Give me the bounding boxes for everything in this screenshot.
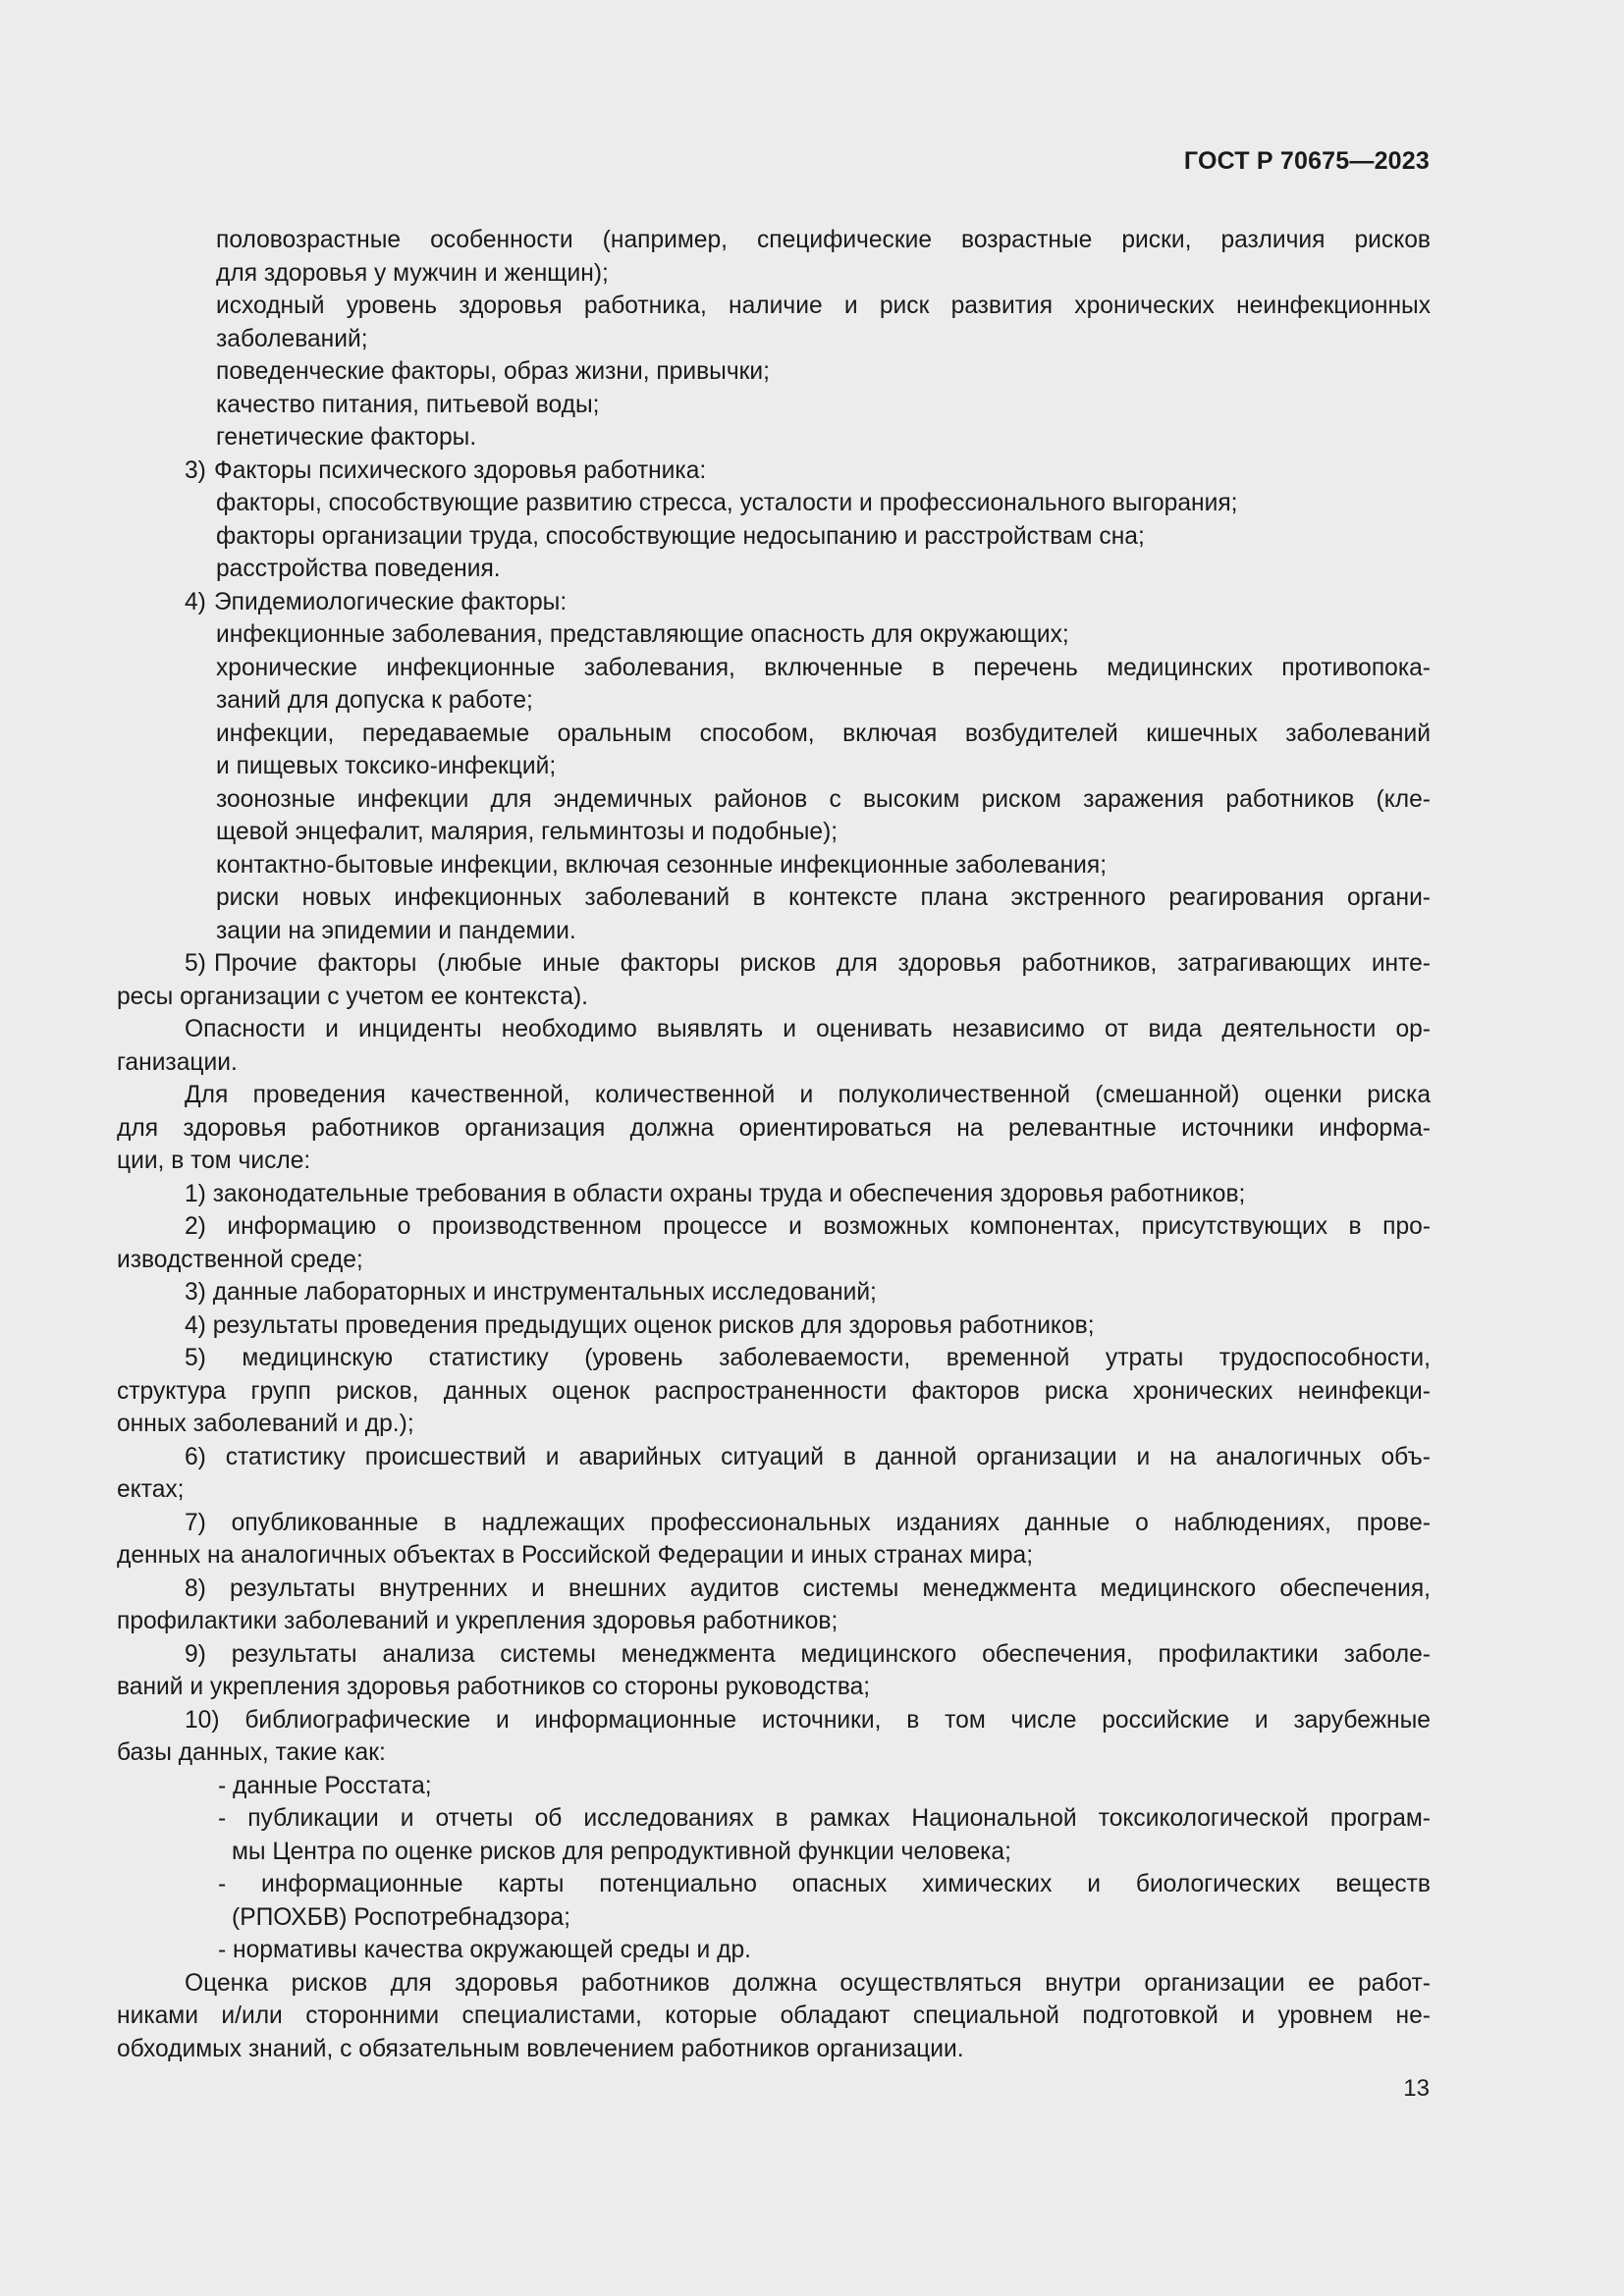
text-line xyxy=(117,1244,1431,1277)
text-line xyxy=(117,1770,1431,1803)
text-line xyxy=(117,1507,1431,1540)
line-text: заболеваний; xyxy=(216,325,368,352)
line-text: инфекционные заболевания, представляющие опасность для окружающих; xyxy=(216,621,1069,648)
line-text: зоонозные инфекции для эндемичных районов с высоким риском заражения работников (кле- xyxy=(216,785,1431,813)
line-text: денных на аналогичных объектах в Российской Федерации и иных странах мира; xyxy=(117,1542,1034,1569)
text-line xyxy=(117,1638,1431,1672)
text-line xyxy=(117,1967,1431,2001)
line-text: расстройства поведения. xyxy=(216,556,501,582)
text-line xyxy=(117,881,1431,915)
text-line xyxy=(117,2033,1431,2066)
line-text: качество питания, питьевой воды; xyxy=(216,391,600,418)
document-body xyxy=(117,224,1431,2065)
text-line xyxy=(117,553,1431,586)
text-line xyxy=(117,1736,1431,1770)
text-line xyxy=(117,1473,1431,1507)
line-text: обходимых знаний, с обязательным вовлечением работников организации. xyxy=(117,2035,964,2062)
line-text: 7) опубликованные в надлежащих профессиональных изданиях данные о наблюдениях, прове- xyxy=(185,1509,1431,1536)
text-line xyxy=(117,915,1431,948)
line-text: 10) библиографические и информационные источники, в том числе российские и зарубежные xyxy=(185,1706,1431,1734)
line-text: половозрастные особенности (например, специфические возрастные риски, различия рисков xyxy=(216,227,1431,253)
text-line xyxy=(117,1046,1431,1080)
line-text: мы Центра по оценке рисков для репродуктивной функции человека; xyxy=(232,1838,1011,1865)
line-text: Факторы психического здоровья работника: xyxy=(214,456,707,484)
text-line xyxy=(117,1441,1431,1474)
line-text: 6) статистику происшествий и аварийных ситуаций в данной организации и на аналогичных объ- xyxy=(185,1443,1431,1470)
line-text: 9) результаты анализа системы менеджмента медицинского обеспечения, профилактики заболе- xyxy=(185,1640,1431,1668)
line-text: исходный уровень здоровья работника, наличие и риск развития хронических неинфекционных xyxy=(216,293,1431,319)
text-line xyxy=(117,1178,1431,1211)
line-text: для здоровья работников организация должна ориентироваться на релевантные источники информа- xyxy=(117,1114,1431,1142)
line-text: Прочие факторы (любые иные факторы рисков для здоровья работников, затрагивающих инте- xyxy=(214,950,1431,977)
line-text: 1) законодательные требования в области охраны труда и обеспечения здоровья работников; xyxy=(185,1180,1246,1207)
line-text: профилактики заболеваний и укрепления здоровья работников; xyxy=(117,1608,839,1634)
text-line xyxy=(117,1573,1431,1606)
line-text: поведенческие факторы, образ жизни, привычки; xyxy=(216,358,770,385)
text-line xyxy=(117,1836,1431,1869)
line-text: 4) результаты проведения предыдущих оценок рисков для здоровья работников; xyxy=(185,1311,1095,1339)
line-text: изводственной среде; xyxy=(117,1246,363,1273)
line-text: 5) медицинскую статистику (уровень заболеваемости, временной утраты трудоспособности, xyxy=(185,1345,1431,1371)
text-line xyxy=(117,1342,1431,1375)
document-code: ГОСТ Р 70675—2023 xyxy=(1183,147,1430,175)
page-number: 13 xyxy=(1403,2075,1430,2102)
line-text: - информационные карты потенциально опасных химических и биологических веществ xyxy=(218,1871,1431,1897)
text-line xyxy=(117,618,1431,652)
line-text: никами и/или сторонними специалистами, которые обладают специальной подготовкой и уровнем не- xyxy=(117,2002,1431,2029)
line-text: зации на эпидемии и пандемии. xyxy=(216,917,576,944)
line-text: хронические инфекционные заболевания, включенные в перечень медицинских противопока- xyxy=(216,654,1431,681)
list-number: 4) xyxy=(185,588,206,615)
line-text: базы данных, такие как: xyxy=(117,1739,386,1766)
text-line xyxy=(117,1079,1431,1112)
line-text: генетические факторы. xyxy=(216,424,477,451)
line-text: 2) информацию о производственном процессе и возможных компонентах, присутствующих в про- xyxy=(185,1213,1431,1240)
text-line xyxy=(117,1145,1431,1178)
line-text: ции, в том числе: xyxy=(117,1148,311,1174)
text-line xyxy=(117,1309,1431,1343)
line-text: - данные Росстата; xyxy=(218,1772,432,1799)
line-text: - публикации и отчеты об исследованиях в рамках Национальной токсикологической програм- xyxy=(218,1805,1431,1832)
text-line xyxy=(117,355,1431,389)
line-text: Для проведения качественной, количественной и полуколичественной (смешанной) оценки риска xyxy=(185,1082,1431,1108)
text-line xyxy=(117,454,1431,488)
text-line xyxy=(117,750,1431,783)
line-text: 3) данные лабораторных и инструментальных исследований; xyxy=(185,1279,877,1306)
text-line xyxy=(117,389,1431,422)
text-line xyxy=(117,1671,1431,1704)
list-number: 3) xyxy=(185,456,206,484)
line-text: (РПОХБВ) Роспотребнадзора; xyxy=(232,1903,570,1931)
text-line xyxy=(117,1934,1431,1967)
text-line xyxy=(117,1704,1431,1737)
text-line xyxy=(117,783,1431,817)
line-text: - нормативы качества окружающей среды и др. xyxy=(218,1937,751,1963)
text-line xyxy=(117,849,1431,882)
text-line xyxy=(117,947,1431,981)
line-text: факторы, способствующие развитию стресса, усталости и профессионального выгорания; xyxy=(216,490,1238,516)
text-line xyxy=(117,1901,1431,1935)
text-line xyxy=(117,1539,1431,1573)
text-line xyxy=(117,1013,1431,1046)
line-text: ганизации. xyxy=(117,1048,238,1076)
text-line xyxy=(117,652,1431,685)
line-text: заний для допуска к работе; xyxy=(216,687,533,714)
text-line xyxy=(117,684,1431,718)
text-line xyxy=(117,290,1431,323)
line-text: щевой энцефалит, малярия, гельминтозы и подобные); xyxy=(216,819,839,845)
text-line xyxy=(117,981,1431,1014)
text-line xyxy=(117,224,1431,257)
text-line xyxy=(117,1276,1431,1309)
text-line xyxy=(117,586,1431,619)
text-line xyxy=(117,487,1431,520)
line-text: факторы организации труда, способствующие недосыпанию и расстройствам сна; xyxy=(216,522,1145,550)
text-line xyxy=(117,1210,1431,1244)
text-line xyxy=(117,1112,1431,1146)
line-text: риски новых инфекционных заболеваний в контексте плана экстренного реагирования органи- xyxy=(216,884,1431,911)
line-text: и пищевых токсико-инфекций; xyxy=(216,753,557,779)
text-line xyxy=(117,1408,1431,1441)
line-text: онных заболеваний и др.); xyxy=(117,1411,414,1437)
text-line xyxy=(117,323,1431,356)
text-line xyxy=(117,2000,1431,2033)
line-text: ресы организации с учетом ее контекста). xyxy=(117,983,588,1010)
list-number: 5) xyxy=(185,950,206,977)
text-line xyxy=(117,1375,1431,1409)
line-text: ектах; xyxy=(117,1476,185,1503)
text-line xyxy=(117,1605,1431,1638)
text-line xyxy=(117,1868,1431,1901)
line-text: структура групп рисков, данных оценок распространенности факторов риска хронических неинфекци- xyxy=(117,1377,1431,1405)
line-text: Оценка рисков для здоровья работников должна осуществляться внутри организации ее работ- xyxy=(185,1969,1431,1997)
line-text: инфекции, передаваемые оральным способом, включая возбудителей кишечных заболеваний xyxy=(216,720,1431,747)
line-text: Эпидемиологические факторы: xyxy=(214,588,568,615)
line-text: Опасности и инциденты необходимо выявлять и оценивать независимо от вида деятельности ор- xyxy=(185,1016,1431,1042)
line-text: для здоровья у мужчин и женщин); xyxy=(216,259,609,287)
line-text: 8) результаты внутренних и внешних аудитов системы менеджмента медицинского обеспечения, xyxy=(185,1575,1431,1602)
line-text: контактно-бытовые инфекции, включая сезонные инфекционные заболевания; xyxy=(216,851,1108,879)
text-line xyxy=(117,257,1431,291)
text-line xyxy=(117,520,1431,554)
line-text: ваний и укрепления здоровья работников со стороны руководства; xyxy=(117,1674,871,1700)
text-line xyxy=(117,421,1431,454)
text-line xyxy=(117,718,1431,751)
text-line xyxy=(117,1802,1431,1836)
text-line xyxy=(117,816,1431,849)
